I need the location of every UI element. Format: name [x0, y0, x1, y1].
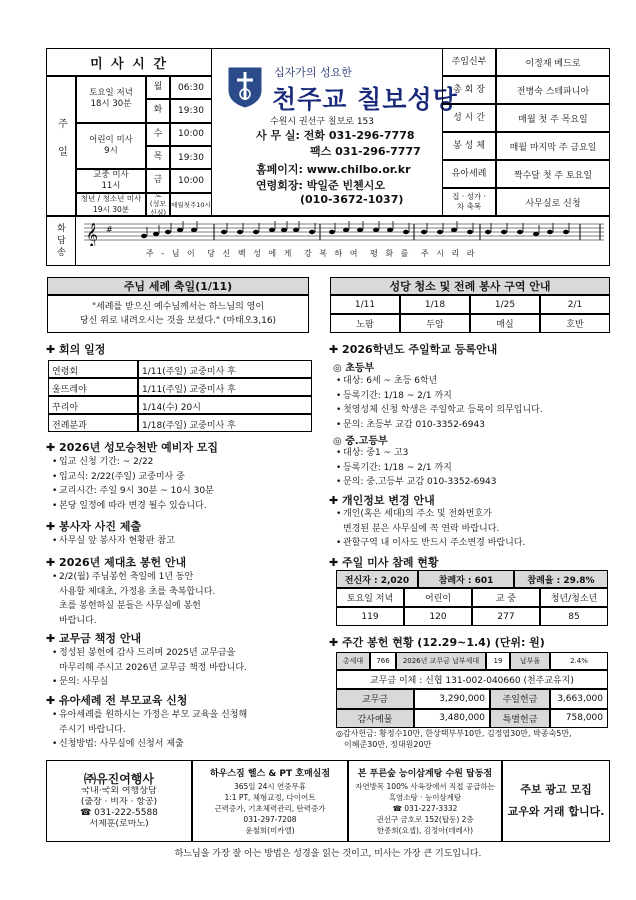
svg-text:#: #	[106, 225, 113, 234]
bullet-mark: •	[52, 648, 58, 658]
meeting-name: 연령회	[48, 360, 138, 378]
bullet-mark: •	[52, 739, 58, 749]
music-note	[237, 230, 243, 234]
bullet-line	[336, 389, 610, 404]
bullet-line	[52, 585, 314, 600]
bullet-text: 주시기 바랍니다.	[59, 724, 126, 735]
music-note	[467, 230, 473, 234]
music-note	[563, 230, 569, 234]
mass-day-cell: 수	[146, 123, 170, 146]
address: 수원시 권선구 칠보로 153	[270, 117, 375, 127]
staff-role: 유아세례	[442, 160, 496, 188]
bullet-mark: •	[52, 710, 58, 720]
feast-title: 주님 세례 축일(1/11)	[47, 277, 309, 295]
bullet-text: 개인(혹은 세대)의 주소 및 전화번호가	[343, 509, 492, 519]
mass-day-cell: 화	[146, 99, 170, 122]
music-note	[387, 228, 393, 232]
bullet-line	[52, 455, 312, 470]
church-title: 천주교 칠보성당	[272, 85, 458, 114]
bullet-mark: •	[52, 457, 58, 467]
music-note	[547, 230, 553, 234]
bullet-text: 변경된 분은 사무실에 꼭 연락 바랍니다.	[343, 523, 500, 534]
bullet-mark: •	[52, 500, 58, 511]
donation-amount: 3,290,000	[414, 689, 490, 709]
music-note	[421, 230, 427, 234]
ad-line: 031-297-7208	[243, 814, 297, 824]
music-note	[403, 230, 409, 234]
mass-time-cell: 19:30	[170, 146, 212, 169]
music-note	[253, 230, 259, 234]
bullet-mark: •	[336, 390, 342, 401]
ad-line: 1:1 PT, 체형교정, 다이어트	[224, 792, 316, 802]
bullet-text: 신청방법: 사무실에 신청서 제출	[59, 739, 184, 749]
music-note	[141, 234, 147, 238]
music-note	[177, 228, 183, 232]
bullet-text: 교리시간: 주일 9시 30분 ~ 10시 30분	[59, 486, 214, 496]
meeting-time: 1/14(수) 20시	[138, 396, 312, 414]
staff-name: 매월 첫 주 목요일	[496, 104, 610, 132]
meeting-time: 1/11(주일) 교중미사 후	[138, 378, 312, 396]
ad-line: 주보 광고 모집	[520, 783, 592, 796]
music-note	[281, 228, 287, 232]
bullet-line	[336, 507, 610, 522]
candle-title-text: 2026년 제대초 봉헌 안내	[59, 556, 187, 569]
donation-stat: 2026년 교무금 납부세대	[396, 652, 486, 670]
hymn-lyrics: 주 - 님 이 당 신 백 성 에 게 강 복 하 여 평 화 를 주 시 리 라	[146, 249, 477, 258]
funeral-contact-phone: (010-3672-1037)	[300, 193, 404, 206]
att-rate: 참례율 : 29.8%	[514, 570, 608, 588]
ad-line: 윤철희(미카엘)	[245, 825, 295, 835]
music-note	[437, 230, 443, 234]
mass-day-cell: 목	[146, 146, 170, 169]
donation-stat: 2.4%	[550, 652, 608, 670]
bullet-mark	[52, 599, 59, 614]
meeting-name: 꾸리아	[48, 396, 138, 414]
attendance-table	[336, 570, 608, 626]
attendance-title: ✚ 주일 미사 참례 현황	[329, 556, 439, 569]
mass-time-cell: 매월첫주10시	[170, 193, 212, 216]
music-note	[269, 228, 275, 232]
fax: 팩스 031-296-7777	[310, 145, 421, 158]
bullet-line	[52, 499, 312, 514]
account-info: 교무금 이체 : 신협 131-002-040660 (천주교유지)	[336, 670, 608, 689]
church-logo	[225, 64, 265, 108]
bullet-line	[336, 418, 610, 433]
bullet-line	[52, 484, 312, 499]
volunteer-lines	[52, 534, 312, 549]
meeting-title-text: 회의 일정	[59, 343, 106, 356]
mass-time-cell: 06:30	[170, 76, 212, 99]
donation-amount: 특별헌금	[490, 709, 550, 729]
mid-title-text: 중.고등부	[345, 436, 388, 447]
bullet-line	[336, 522, 610, 537]
svg-text:𝄞: 𝄞	[86, 222, 98, 246]
bullet-text: 정성된 봉헌에 감사 드리며 2025년 교무금을	[59, 648, 236, 658]
mass-left-cell: 청년 / 청소년 미사 19시 30분	[76, 193, 146, 216]
feast-quote-text: "세례를 받으신 예수님께서는 하느님의 영이 당신 위로 내려오시는 것을 보셨다." (마태오3,16)	[79, 302, 277, 326]
cleaning-area: 두암	[400, 314, 470, 333]
bullet-mark: •	[52, 486, 58, 496]
ad-line: 근력증가, 기초체력관리, 탄력증가	[214, 803, 326, 813]
bullet-line	[52, 737, 314, 752]
baptism-title-text: 유아세례 전 부모교육 신청	[59, 694, 188, 707]
music-note	[517, 230, 523, 234]
music-note	[153, 232, 159, 236]
meeting-name: 전례분과	[48, 414, 138, 432]
bullet-mark: •	[336, 477, 342, 487]
bullet-mark	[52, 723, 59, 738]
bullet-line	[336, 374, 610, 389]
bullet-mark: •	[336, 509, 342, 519]
bullet-text: 문의: 사무실	[59, 677, 109, 687]
staff-role: 총 회 장	[442, 76, 496, 104]
bullet-text: 2/2(월) 주님봉헌 축일에 1년 동안	[59, 572, 194, 582]
bullet-text: 초를 봉헌하실 분들은 사무실에 봉헌	[59, 601, 201, 611]
donation-title-text: 주간 봉헌 현황 (12.29~1.4) (단위: 원)	[342, 636, 545, 649]
ad-line: 국내·국외 여행상담	[81, 786, 157, 796]
meeting-time: 1/18(주일) 교중미사 후	[138, 414, 312, 432]
donation-stat: 납부율	[510, 652, 550, 670]
mass-side-label: 주일	[46, 76, 76, 216]
music-note	[191, 228, 197, 232]
att-head: 청년/청소년	[540, 588, 608, 607]
staff-name: 전병숙 스테파니아	[496, 76, 610, 104]
ad-line: 본 푸른숲 능이삼계탕 수원 탑동점	[357, 768, 493, 779]
att-head: 교 중	[472, 588, 540, 607]
volunteer-title: ✚ 봉사자 사진 제출	[46, 520, 142, 533]
elem-title-text: 초등부	[345, 363, 375, 374]
bullet-mark: •	[52, 536, 58, 546]
privacy-title-text: 개인정보 변경 안내	[342, 494, 435, 507]
thanks-line1: ◎감사헌금: 황정수10만, 한상택부부10만, 김정엽30만, 박종숙5만,	[336, 729, 572, 738]
bullet-text: 사무실 앞 봉사자 현황판 참고	[59, 536, 175, 546]
mass-day-cell: 금	[146, 169, 170, 192]
donation-amount: 주일헌금	[490, 689, 550, 709]
donation-title: ✚ 주간 봉헌 현황 (12.29~1.4) (단위: 원)	[329, 636, 545, 649]
att-val: 85	[540, 607, 608, 626]
confirm-title-text: 2026년 성모승천반 예비자 모집	[59, 441, 219, 454]
bullet-line	[52, 599, 314, 614]
music-note	[451, 228, 457, 232]
tithe-title-text: 교무금 책정 안내	[59, 632, 142, 645]
att-head: 토요일 저녁	[336, 588, 404, 607]
bullet-line	[52, 723, 314, 738]
mass-time-cell: 10:00	[170, 123, 212, 146]
ad-box	[348, 760, 502, 842]
bullet-mark: •	[336, 419, 342, 430]
music-note	[373, 228, 379, 232]
bullet-mark: •	[336, 462, 342, 473]
cleaning-title: 성당 청소 및 전례 봉사 구역 안내	[330, 277, 610, 295]
bullet-mark: •	[336, 376, 342, 386]
bullet-mark	[52, 614, 59, 629]
ad-line: ㈜유진여행사	[84, 772, 154, 786]
bullet-text: 입교식: 2/22(주일) 교중미사 중	[59, 471, 185, 482]
candle-lines	[52, 570, 314, 628]
att-val: 277	[472, 607, 540, 626]
meeting-time: 1/11(주일) 교중미사 후	[138, 360, 312, 378]
volunteer-title-text: 봉사자 사진 제출	[59, 520, 142, 533]
donation-amount: 758,000	[550, 709, 608, 729]
staff-name: 짝수달 첫 주 토요일	[496, 160, 610, 188]
bullet-mark	[52, 661, 59, 676]
bullet-text: 첫영성체 신청 학생은 주일학교 등록이 의무입니다.	[343, 405, 543, 415]
elem-lines	[336, 374, 610, 432]
homepage: 홈페이지: www.chilbo.or.kr	[256, 163, 411, 176]
staff-role: 집 · 성가 · 차 축복	[442, 188, 496, 216]
bullet-line	[336, 461, 610, 476]
bullet-text: 바랍니다.	[59, 615, 97, 626]
bullet-text: 문의: 중.고등부 교감 010-3352-6943	[343, 477, 497, 487]
donation-stat: 19	[486, 652, 510, 670]
bullet-text: 유아세례를 원하시는 가정은 부모 교육을 신청해	[59, 710, 248, 720]
music-note	[309, 230, 315, 234]
bullet-line	[336, 536, 610, 551]
bullet-text: 등록기간: 1/18 ~ 2/1 까지	[343, 390, 452, 401]
meeting-name: 울뜨레야	[48, 378, 138, 396]
bullet-mark: •	[336, 405, 342, 415]
staff-role: 봉 성 체	[442, 132, 496, 160]
privacy-title: ✚ 개인정보 변경 안내	[329, 494, 435, 507]
donation-stat: 766	[370, 652, 396, 670]
mass-day-cell: 월	[146, 76, 170, 99]
baptism-lines	[52, 708, 314, 752]
music-note	[329, 230, 335, 234]
bullet-text: 사용할 제대초, 가정용 초를 축복합니다.	[59, 586, 216, 597]
mass-times-title: 미 사 시 간	[46, 48, 212, 76]
ad-line: 흑염소탕 · 능이삼계탕	[388, 792, 462, 802]
att-val: 119	[336, 607, 404, 626]
donation-amount: 감사예물	[336, 709, 414, 729]
mass-left-cell: 토요일 저녁 18시 30분	[76, 76, 146, 123]
bullet-text: 대상: 6세 ~ 초등 6학년	[343, 376, 438, 386]
donation-amount: 교무금	[336, 689, 414, 709]
bullet-mark	[52, 585, 59, 600]
ad-line: 권선구 금호로 152(탑동) 2층	[376, 814, 474, 824]
mass-times-rows	[76, 76, 212, 216]
music-note	[501, 230, 507, 234]
music-note	[357, 228, 363, 232]
church-subtitle: 십자가의 성요한	[274, 66, 352, 79]
ad-line: ☎ 031-227-3332	[392, 803, 458, 813]
staff-name: 매월 마지막 주 금요일	[496, 132, 610, 160]
ad-line: 서제훈(로마노)	[89, 819, 149, 829]
school-title-text: 2026학년도 주일학교 등록안내	[342, 343, 498, 356]
bullet-mark	[336, 522, 343, 537]
bullet-text: 대상: 중1 ~ 고3	[343, 448, 409, 458]
music-note	[221, 230, 227, 234]
funeral-contact: 연령회장: 박일준 빈첸시오	[256, 179, 385, 192]
bullet-mark: •	[336, 448, 342, 458]
bullet-mark: •	[336, 538, 342, 548]
bullet-text: 등록기간: 1/18 ~ 2/1 까지	[343, 462, 452, 473]
tithe-title: ✚ 교무금 책정 안내	[46, 632, 142, 645]
bullet-line	[52, 570, 314, 585]
mass-time-cell: 19:30	[170, 99, 212, 122]
staff-table	[442, 48, 610, 216]
school-title: ✚ 2026학년도 주일학교 등록안내	[329, 343, 498, 356]
donation-stat: 총세대	[336, 652, 370, 670]
ad-line: 하우스짐 헬스 & PT 호매실점	[209, 768, 331, 779]
staff-role: 성 시 간	[442, 104, 496, 132]
mass-left-cell: 교중 미사 11시	[76, 169, 146, 192]
ads-row	[46, 760, 610, 842]
music-note	[343, 228, 349, 232]
att-head: 어린이	[404, 588, 472, 607]
music-note	[293, 228, 299, 232]
bullet-mark: •	[52, 572, 58, 582]
cleaning-date: 2/1	[540, 295, 610, 314]
attendance-title-text: 주일 미사 참례 현황	[342, 556, 439, 569]
staff-role: 주임신부	[442, 48, 496, 76]
ad-line: 교우와 거래 합니다.	[507, 805, 605, 818]
thanks-text: 감사헌금: 황정수10만, 한상택부부10만, 김정엽30만, 박종숙5만,	[342, 729, 572, 738]
staff-name: 사무실로 신청	[496, 188, 610, 216]
mid-title: ◎ 중.고등부	[333, 436, 388, 447]
cleaning-date: 1/25	[470, 295, 540, 314]
ad-box	[502, 760, 610, 842]
att-total: 전신자 : 2,020	[336, 570, 418, 588]
baptism-title: ✚ 유아세례 전 부모교육 신청	[46, 694, 188, 707]
donation-table	[336, 652, 608, 728]
mid-lines	[336, 446, 610, 490]
bullet-line	[52, 646, 314, 661]
bullet-line	[336, 475, 610, 490]
thanks-block	[336, 728, 608, 750]
cleaning-table	[330, 295, 610, 333]
bullet-line	[52, 661, 314, 676]
bullet-line	[336, 403, 610, 418]
ad-line: ☎ 031-222-5588	[80, 808, 158, 818]
bullet-mark: •	[52, 677, 58, 687]
ad-line: 365일 24시 연중무휴	[233, 781, 307, 791]
bullet-text: 본당 일정에 따라 변경 될수 있습니다.	[59, 500, 207, 511]
bullet-line	[52, 470, 312, 485]
ad-line: 한종희(요셉), 김정아(데레사)	[376, 825, 474, 835]
tithe-lines	[52, 646, 314, 690]
att-val: 120	[404, 607, 472, 626]
mass-day-cell: 토 (성모신심)	[146, 193, 170, 216]
music-note	[485, 230, 491, 234]
bullet-text: 문의: 초등부 교감 010-3352-6943	[343, 419, 485, 430]
music-note	[533, 232, 539, 236]
feast-quote	[47, 295, 309, 333]
donation-amount: 3,480,000	[414, 709, 490, 729]
cleaning-area: 호반	[540, 314, 610, 333]
bullet-text: 관할구역 내 이사도 반드시 주소변경 바랍니다.	[343, 538, 526, 548]
staff-name: 이정재 베드로	[496, 48, 610, 76]
donation-amount: 3,663,000	[550, 689, 608, 709]
ad-box	[46, 760, 192, 842]
mass-left-cell: 어린이 미사 9시	[76, 123, 146, 170]
privacy-lines	[336, 507, 610, 551]
hymn-label: 화답송	[46, 216, 76, 266]
bullet-line	[336, 446, 610, 461]
office-phone: 사 무 실: 전화 031-296-7778	[256, 129, 415, 142]
ad-line: 자연방목 100% 사육장에서 직접 공급하는	[355, 781, 495, 791]
ad-box	[192, 760, 348, 842]
mass-time-cell: 10:00	[170, 169, 212, 192]
cleaning-date: 1/11	[330, 295, 400, 314]
bullet-line	[52, 534, 312, 549]
candle-title: ✚ 2026년 제대초 봉헌 안내	[46, 556, 187, 569]
cleaning-area: 노팜	[330, 314, 400, 333]
bullet-line	[52, 614, 314, 629]
bullet-text: 입교 신청 기간: ~ 2/22	[59, 457, 154, 467]
confirm-title: ✚ 2026년 성모승천반 예비자 모집	[46, 441, 219, 454]
bullet-mark: •	[52, 471, 58, 482]
cleaning-date: 1/18	[400, 295, 470, 314]
meeting-title: ✚ 회의 일정	[46, 343, 106, 356]
bullet-line	[52, 675, 314, 690]
att-participants: 참례자 : 601	[418, 570, 514, 588]
bullet-line	[52, 708, 314, 723]
meeting-table	[48, 360, 312, 432]
hymn-staff	[84, 220, 604, 246]
bullet-text: 마무리해 주시고 2026년 교무금 책정 바랍니다.	[59, 662, 247, 673]
footer-text: 하느님을 가장 잘 아는 방법은 성경을 읽는 것이고, 미사는 가장 큰 기도입니다.	[174, 849, 482, 859]
music-note	[165, 230, 171, 234]
thanks-line2: 이혜준30만, 정대원20만	[344, 740, 432, 749]
confirm-lines	[52, 455, 312, 513]
cleaning-area: 매실	[470, 314, 540, 333]
elem-title: ◎ 초등부	[333, 363, 375, 374]
ad-line: (출장 · 비자 · 항공)	[80, 797, 158, 807]
